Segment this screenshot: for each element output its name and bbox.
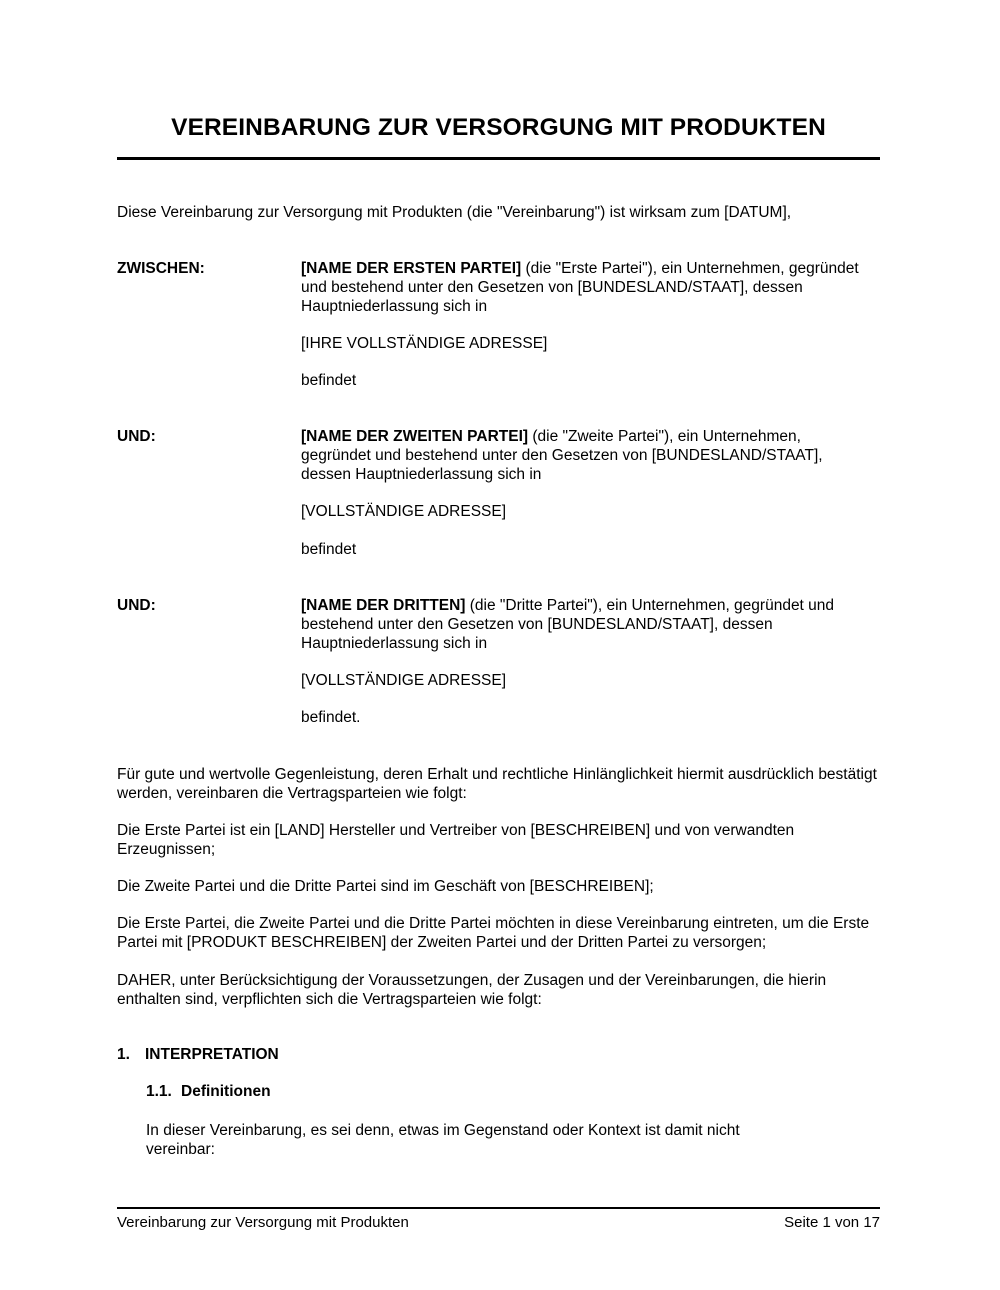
recital-first-party: Die Erste Partei ist ein [LAND] Hersteller und Vertreiber von [BESCHREIBEN] und von verwandten Erzeugnissen; — [117, 822, 795, 858]
document-title: VEREINBARUNG ZUR VERSORGUNG MIT PRODUKTEN — [171, 114, 826, 141]
party-2-text: (die "Zweite Partei"), ein Unternehmen, gegründet und bestehend unter den Gesetzen von [BUNDESLAND/STAAT], dessen Hauptniederlassung sich in — [301, 428, 823, 483]
party-1-name: [NAME DER ERSTEN PARTEI] — [301, 260, 522, 277]
party-3-address: [VOLLSTÄNDIGE ADRESSE] — [301, 672, 507, 689]
party-2-name: [NAME DER ZWEITEN PARTEI] — [301, 428, 529, 445]
party-1-label: ZWISCHEN: — [117, 260, 205, 277]
section-1-1-number: 1.1. — [146, 1083, 172, 1100]
party-1-closing: befindet — [301, 372, 357, 389]
footer-document-title: Vereinbarung zur Versorgung mit Produkten — [117, 1214, 409, 1231]
party-3-text: (die "Dritte Partei"), ein Unternehmen, gegründet und bestehend unter den Gesetzen von [BUNDESLAND/STAAT], dessen Hauptniederlassung sich in — [301, 597, 835, 652]
recital-daher: DAHER, unter Berücksichtigung der Voraussetzungen, der Zusagen und der Vereinbarungen, die hierin enthalten sind, verpflichten sich die Vertragsparteien wie folgt: — [117, 972, 827, 1008]
party-1-description — [301, 259, 871, 316]
footer-page-number: Seite 1 von 17 — [784, 1214, 880, 1231]
party-2-closing: befindet — [301, 541, 357, 558]
party-2-description — [301, 427, 871, 484]
recital-intent: Die Erste Partei, die Zweite Partei und die Dritte Partei möchten in diese Vereinbarung eintreten, um die Erste Partei mit [PRODUKT BESCHREIBEN] der Zweiten Partei und der Dritten Partei zu versorgen; — [117, 915, 870, 951]
party-3-label: UND: — [117, 597, 156, 614]
intro-paragraph: Diese Vereinbarung zur Versorgung mit Produkten (die "Vereinbarung") ist wirksam zum [DATUM], — [117, 204, 792, 221]
section-1-1-paragraph: In dieser Vereinbarung, es sei denn, etwas im Gegenstand oder Kontext ist damit nicht vereinbar: — [146, 1122, 740, 1158]
section-1-title: INTERPRETATION — [145, 1046, 279, 1063]
recital-second-third-party: Die Zweite Partei und die Dritte Partei sind im Geschäft von [BESCHREIBEN]; — [117, 878, 654, 895]
section-1-1-heading — [146, 1082, 271, 1101]
section-1-number: 1. — [117, 1046, 130, 1063]
title-rule — [117, 157, 880, 160]
party-3-description — [301, 596, 871, 653]
section-1-heading — [117, 1045, 279, 1064]
footer-rule — [117, 1207, 880, 1209]
party-3-name: [NAME DER DRITTEN] — [301, 597, 466, 614]
party-2-address: [VOLLSTÄNDIGE ADRESSE] — [301, 503, 507, 520]
party-3-closing: befindet. — [301, 709, 361, 726]
party-1-text: (die "Erste Partei"), ein Unternehmen, gegründet und bestehend unter den Gesetzen von [BUNDESLAND/STAAT], dessen Hauptniederlassung sich in — [301, 260, 859, 315]
party-1-address: [IHRE VOLLSTÄNDIGE ADRESSE] — [301, 335, 548, 352]
recital-consideration: Für gute und wertvolle Gegenleistung, deren Erhalt und rechtliche Hinlänglichkeit hiermit ausdrücklich bestätigt werden, vereinbaren die Vertragsparteien wie folgt: — [117, 766, 877, 802]
party-2-label: UND: — [117, 428, 156, 445]
section-1-1-title: Definitionen — [181, 1083, 271, 1100]
